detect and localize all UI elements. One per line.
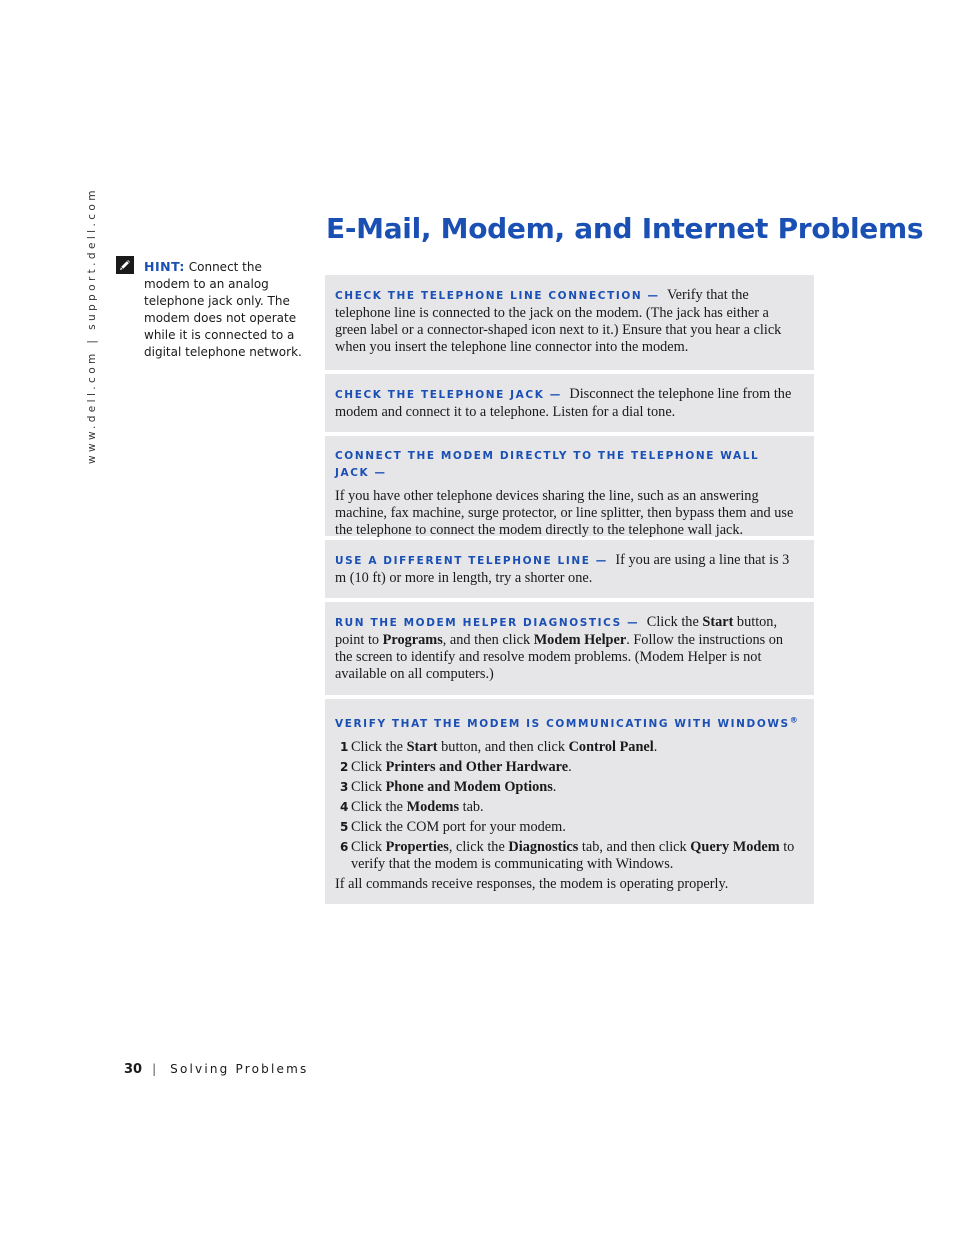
footer-section: Solving Problems [170, 1062, 309, 1076]
panel-check-telephone-jack [325, 374, 814, 432]
panel-text [335, 386, 802, 421]
result-text: If all commands receive responses, the modem is operating properly. [335, 875, 729, 892]
panel-body: Disconnect the telephone line from the modem and connect it to a telephone. Listen for a dial tone. [335, 386, 792, 420]
panel-heading: RUN THE MODEM HELPER DIAGNOSTICS — [335, 617, 640, 629]
step-term: Diagnostics [508, 838, 579, 855]
step-item [335, 739, 802, 756]
panel-text [335, 287, 802, 356]
panel-text [335, 552, 802, 587]
page-title: E-Mail, Modem, and Internet Problems [326, 212, 924, 245]
hint-label: HINT: [144, 259, 185, 274]
step-text: Click the COM port for your modem. [351, 818, 566, 835]
page-number: 30 [124, 1062, 143, 1077]
panel-verify-windows [325, 699, 814, 904]
step-term: Modems [406, 798, 460, 815]
panel-modem-helper [325, 602, 814, 695]
panel-text [335, 614, 802, 683]
step-text: . [653, 738, 658, 755]
panel-heading [335, 715, 798, 730]
step-item [335, 779, 802, 796]
step-text: Click the [351, 798, 404, 815]
step-text: , click the [448, 838, 505, 855]
panel-body: If you are using a line that is 3 m (10 ft) or more in length, try a shorter one. [335, 552, 790, 586]
step-number: 5 [340, 819, 349, 834]
step-item [335, 819, 802, 836]
step-text: Click [351, 758, 382, 775]
step-term: Printers and Other Hardware [385, 758, 569, 775]
panel-body-part: button, point to [335, 614, 778, 648]
step-number: 2 [340, 759, 349, 774]
panel-body-part: Click the [646, 614, 699, 630]
panel-heading: USE A DIFFERENT TELEPHONE LINE — [335, 555, 608, 567]
step-term: Phone and Modem Options [385, 778, 553, 795]
sidebar-url-text: www.dell.com | support.dell.com [86, 187, 98, 464]
hint-note [144, 258, 304, 361]
step-term: Properties [385, 838, 449, 855]
panel-heading-text: VERIFY THAT THE MODEM IS COMMUNICATING WITH WINDOWS [335, 717, 790, 730]
panel-connect-directly [325, 436, 814, 536]
panel-heading: CHECK THE TELEPHONE JACK — [335, 389, 562, 401]
hint-text: Connect the modem to an analog telephone jack only. The modem does not operate while it is connected to a digital telephone network. [144, 260, 302, 359]
page-footer [124, 1062, 308, 1077]
step-text: . [568, 758, 572, 775]
step-text: Click the [351, 738, 404, 755]
step-text: tab, and then click [581, 838, 687, 855]
steps-list [335, 739, 802, 873]
step-term: Control Panel [568, 738, 654, 755]
step-text: to verify that the modem is communicating with Windows. [351, 838, 795, 872]
panel-heading: CONNECT THE MODEM DIRECTLY TO THE TELEPHONE WALL JACK — [335, 450, 760, 479]
panel-heading: CHECK THE TELEPHONE LINE CONNECTION — [335, 290, 660, 302]
step-number: 1 [340, 739, 349, 754]
panel-body-part: . Follow the instructions on the screen to identify and resolve modem problems. (Modem Helper is not available on all computers.) [335, 632, 784, 682]
step-number: 3 [340, 779, 349, 794]
step-text: button, and then click [441, 738, 566, 755]
modem-helper-term: Modem Helper [533, 632, 627, 648]
panel-body: Verify that the telephone line is connected to the jack on the modem. (The jack has either a green label or a connector-shaped icon next to it.) Ensure that you hear a click when you insert the telephone line connector into the modem. [335, 287, 782, 355]
panel-check-line-connection [325, 275, 814, 370]
panel-different-line [325, 540, 814, 598]
step-item [335, 839, 802, 873]
step-term: Query Modem [690, 838, 780, 855]
footer-separator: | [152, 1062, 157, 1076]
step-text: . [552, 778, 557, 795]
registered-mark: ® [789, 715, 798, 724]
sidebar-url [84, 187, 98, 464]
step-text: Click [351, 778, 382, 795]
step-item [335, 799, 802, 816]
pencil-note-icon [116, 256, 134, 274]
start-term: Start [702, 614, 734, 630]
step-number: 4 [340, 799, 349, 814]
programs-term: Programs [382, 632, 443, 648]
step-number: 6 [340, 839, 349, 854]
step-item [335, 759, 802, 776]
step-text: Click [351, 838, 382, 855]
panel-body: If you have other telephone devices sharing the line, such as an answering machine, fax machine, surge protector, or line splitter, then bypass them and use the telephone to connect the modem directly to the telephone wall jack. [335, 488, 794, 538]
panel-body-part: , and then click [442, 632, 531, 648]
step-text: tab. [462, 798, 484, 815]
step-term: Start [406, 738, 438, 755]
